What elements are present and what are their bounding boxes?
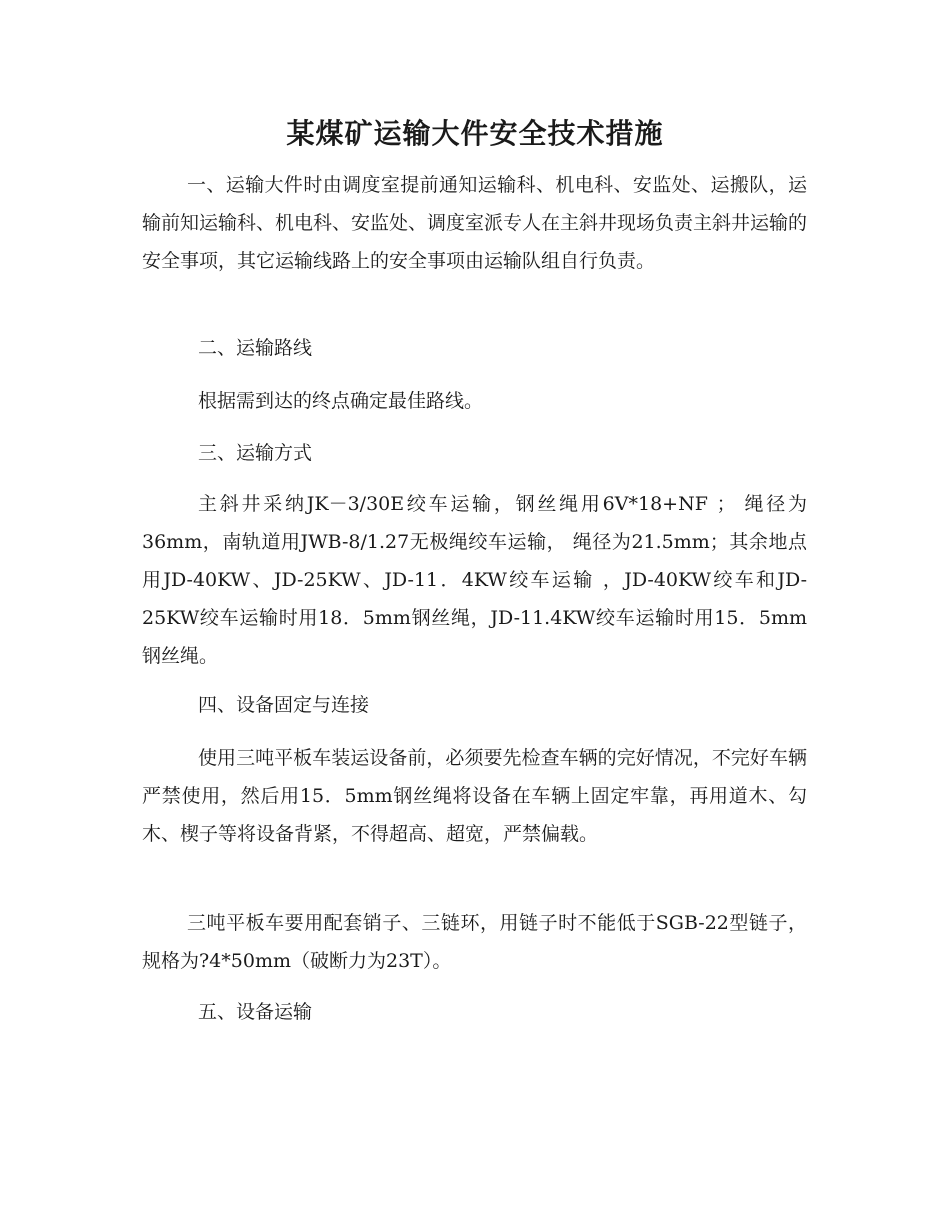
paragraph-chain: 三吨平板车要用配套销子、三链环，用链子时不能低于SGB-22型链子，规格为?4*50mm（破断力为23T）。 <box>142 912 807 972</box>
document-title: 某煤矿运输大件安全技术措施 <box>286 117 664 150</box>
paragraph-route: 根据需到达的终点确定最佳路线。 <box>198 390 484 412</box>
section-heading-transport: 五、设备运输 <box>198 1001 313 1023</box>
paragraph-fixing: 使用三吨平板车装运设备前，必须要先检查车辆的完好情况，不完好车辆严禁使用，然后用15．5mm钢丝绳将设备在车辆上固定牢靠，再用道木、勾木、楔子等将设备背紧，不得超高、超宽，严禁偏载。 <box>142 747 807 845</box>
section-heading-fixing: 四、设备固定与连接 <box>198 694 370 716</box>
section-heading-route: 二、运输路线 <box>198 337 313 359</box>
paragraph-method: 主斜井采纳JK－3/30E绞车运输，钢丝绳用6V*18+NF ； 绳径为36mm，南轨道用JWB-8/1.27无极绳绞车运输， 绳径为21.5mm；其余地点用JD-40KW、JD-25KW、JD-11．4KW绞车运输 ，JD-40KW绞车和JD-25KW绞车运输时用18．5mm钢丝绳，JD-11.4KW绞车运输时用15．5mm钢丝绳。 <box>142 493 807 667</box>
section-heading-method: 三、运输方式 <box>198 442 313 464</box>
paragraph-notification: 一、运输大件时由调度室提前通知运输科、机电科、安监处、运搬队，运输前知运输科、机电科、安监处、调度室派专人在主斜井现场负责主斜井运输的安全事项，其它运输线路上的安全事项由运输队组自行负责。 <box>142 174 808 272</box>
